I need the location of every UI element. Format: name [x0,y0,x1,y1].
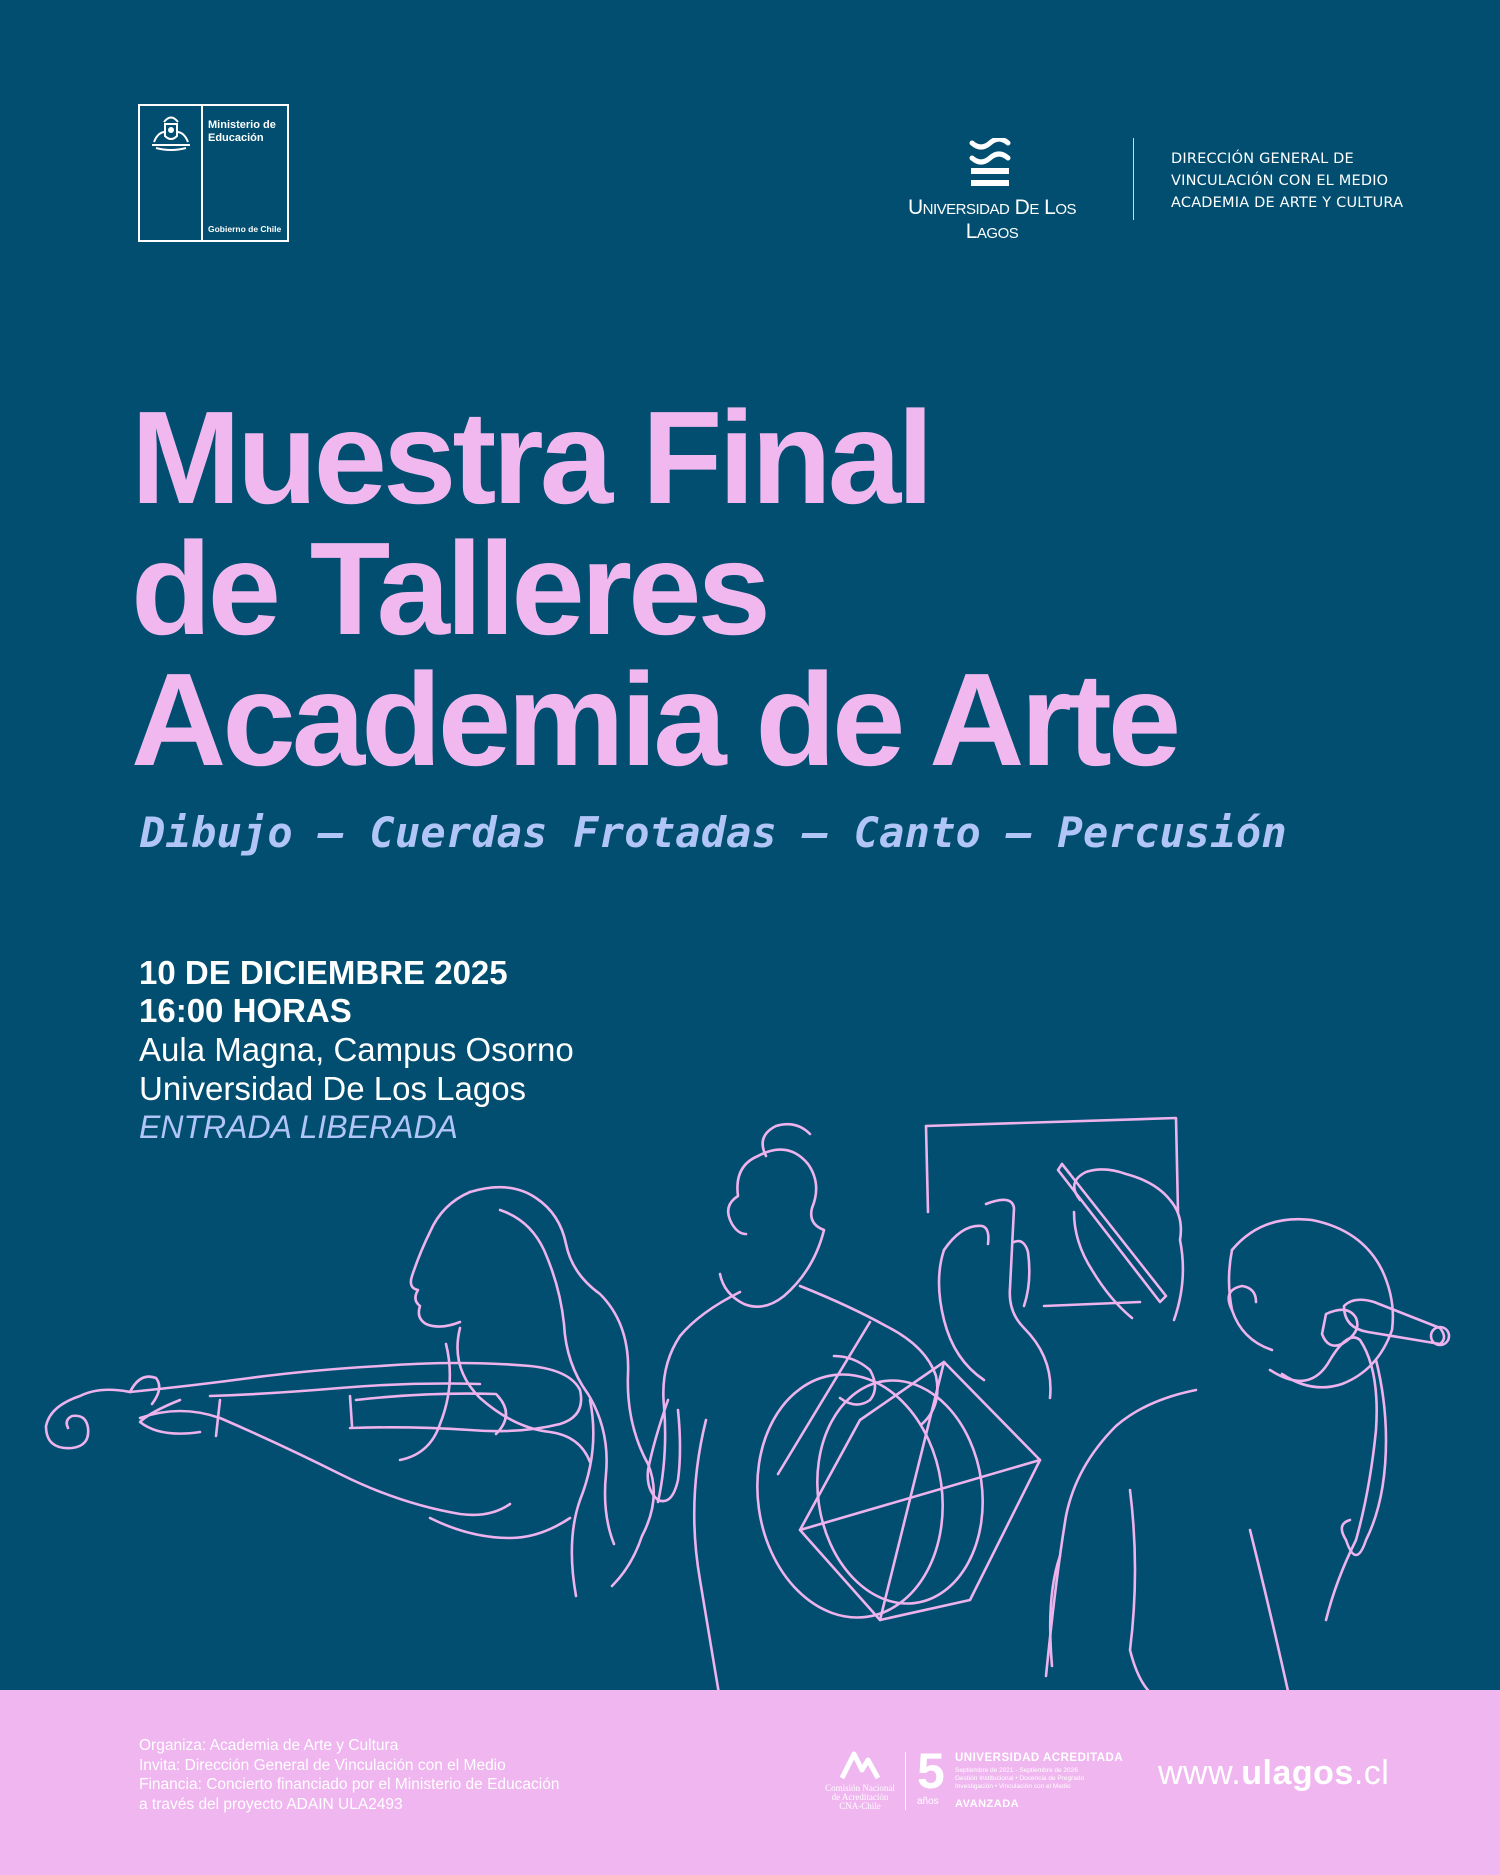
title-line-1: Muestra Final [131,384,930,531]
chile-coat-of-arms-icon [146,112,196,152]
accreditation-areas-2: Investigación • Vinculación con el Medio [955,1783,1071,1790]
website-link[interactable] [1158,1754,1389,1793]
credit-financia: Financia: Concierto financiado por el Ministerio de Educación [139,1776,560,1793]
government-label: Gobierno de Chile [208,224,282,234]
cna-logo [823,1750,897,1814]
footer-band [0,1690,1500,1875]
university-logo [884,138,1100,243]
department-line-1: DIRECCIÓN GENERAL DE [1171,151,1354,167]
logo-divider [201,106,203,240]
accreditation-years: 5 [917,1743,945,1799]
credits-block [139,1736,559,1814]
line-art-musicians-illustration [0,1100,1500,1700]
accreditation-badge [823,1743,1124,1814]
event-date: 10 DE DICIEMBRE 2025 [139,954,508,991]
accreditation-years-label: años [917,1796,939,1807]
credit-invita: Invita: Dirección General de Vinculación con el Medio [139,1756,506,1774]
accreditation-divider [905,1752,906,1810]
event-time: 16:00 HORAS [139,992,352,1029]
title-line-2: de Talleres [131,515,767,662]
accreditation-level: AVANZADA [955,1798,1020,1810]
website-domain: ulagos [1241,1754,1354,1792]
drawing-board-icon [926,1118,1183,1398]
ministry-of-education-logo [138,104,289,242]
workshop-list: Dibujo – Cuerdas Frotadas – Canto – Percusión [140,808,1287,857]
university-name: Universidad De Los Lagos [907,196,1077,243]
accreditation-areas-1: Gestión Institucional • Docencia de Pregrado [955,1775,1085,1782]
accreditation-title: UNIVERSIDAD ACREDITADA [955,1752,1124,1764]
ulagos-waves-icon [969,138,1011,188]
credit-proyecto: a través del proyecto ADAIN ULA2493 [139,1795,403,1813]
poster-title [131,384,1178,793]
website-suffix: .cl [1353,1754,1390,1792]
department-line-2: VINCULACIÓN CON EL MEDIO [1171,173,1389,189]
credit-organiza: Organiza: Academia de Arte y Cultura [139,1737,399,1754]
ministry-name: Ministerio de Educación [208,119,276,144]
cna-mark-icon [840,1750,880,1782]
department-block [1171,148,1403,214]
website-prefix: www. [1158,1754,1242,1792]
event-venue: Aula Magna, Campus Osorno [139,1031,574,1068]
drummer-figure [648,1124,1040,1700]
accreditation-details [955,1767,1084,1791]
cna-name: Comisión Nacional de Acreditación CNA-Chile [825,1783,895,1811]
event-institution: Universidad De Los Lagos [139,1070,527,1107]
department-line-3: ACADEMIA DE ARTE Y CULTURA [1171,195,1404,211]
entry-label: ENTRADA LIBERADA [139,1109,458,1145]
accreditation-period: Septiembre de 2021 - Septiembre de 2026 [955,1767,1078,1774]
title-line-3: Academia de Arte [131,646,1178,793]
violinist-figure [46,1187,654,1596]
header-divider [1133,138,1134,220]
